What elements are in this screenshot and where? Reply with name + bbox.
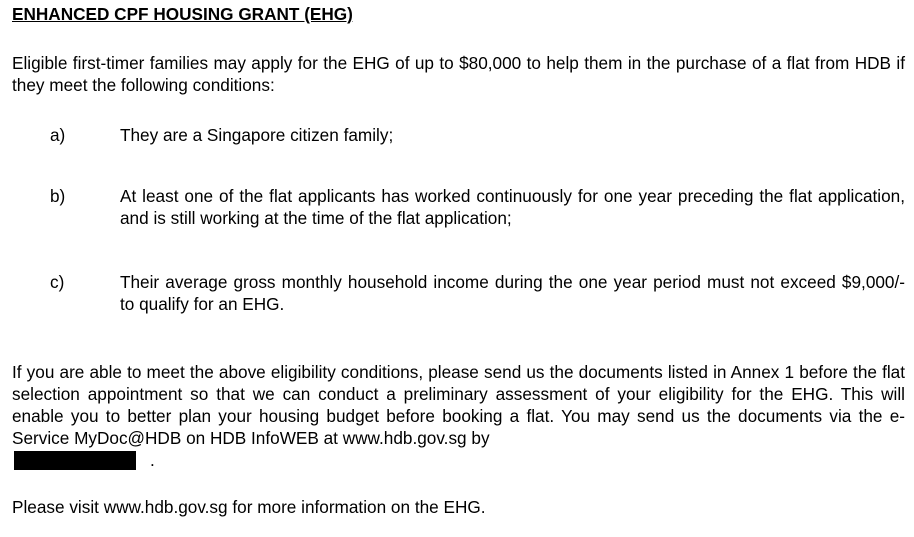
condition-c-letter: c) (50, 272, 65, 292)
condition-c-text: Their average gross monthly household income during the one year period must not exceed $9,000/- to qualify for an EHG. (120, 272, 905, 314)
closing-trailing-period: . (150, 450, 155, 470)
document-title: ENHANCED CPF HOUSING GRANT (EHG) (12, 4, 353, 24)
intro-paragraph: Eligible first-timer families may apply for the EHG of up to $80,000 to help them in the purchase of a flat from HDB if they meet the following conditions: (12, 53, 905, 95)
visit-note: Please visit www.hdb.gov.sg for more information on the EHG. (12, 497, 486, 517)
closing-paragraph (12, 361, 905, 471)
condition-b-letter: b) (50, 186, 66, 206)
condition-a-text: They are a Singapore citizen family; (120, 125, 394, 145)
redaction-box (14, 451, 136, 470)
closing-text: If you are able to meet the above eligibility conditions, please send us the documents listed in Annex 1 before the flat selection appointment so that we can conduct a preliminary assessment of your eligibility for the EHG. This will enable you to better plan your housing budget before booking a flat. You may send us the documents via the e-Service MyDoc@HDB on HDB InfoWEB at www.hdb.gov.sg by (12, 362, 905, 448)
closing-last-line (12, 449, 905, 471)
condition-b-text: At least one of the flat applicants has worked continuously for one year preceding the flat application, and is still working at the time of the flat application; (120, 186, 905, 228)
condition-a-letter: a) (50, 125, 66, 145)
